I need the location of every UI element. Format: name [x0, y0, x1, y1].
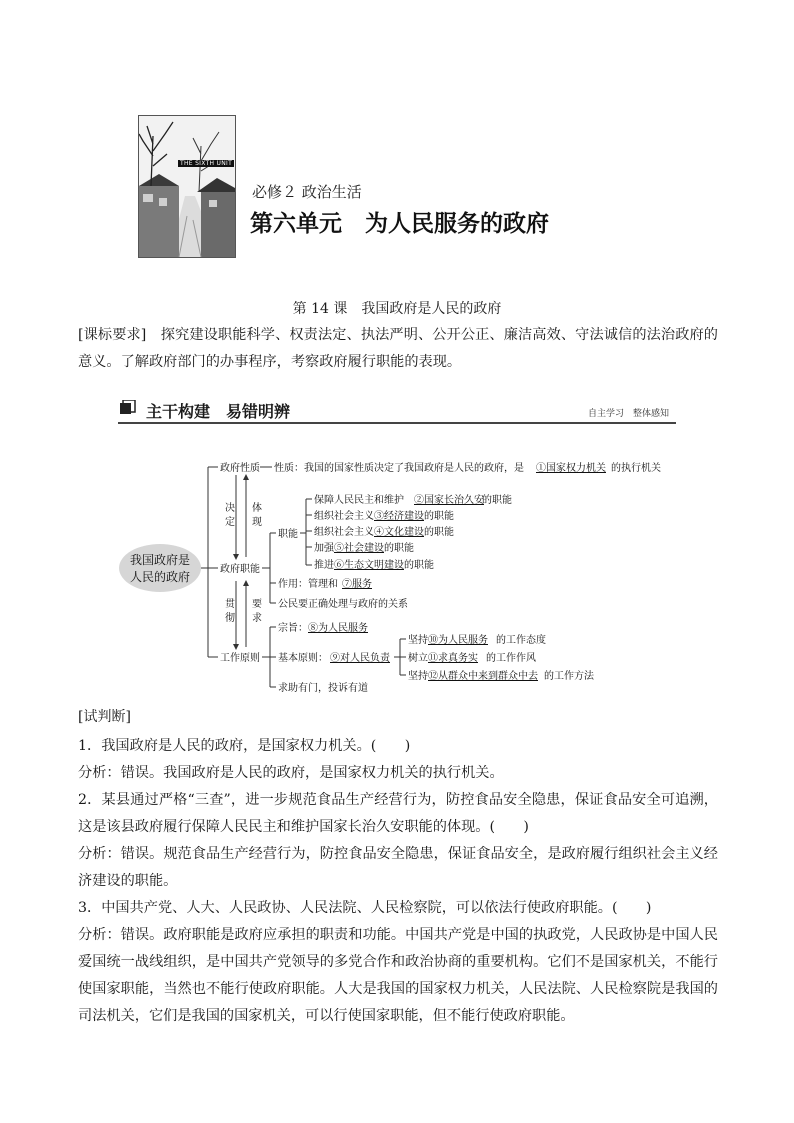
unit-english-label: THE SIXTH UNIT [180, 160, 233, 167]
answer-10: ⑩为人民服务 [428, 635, 488, 646]
answer-1: ①国家权力机关 [536, 463, 606, 474]
quiz-label: [试判断] [78, 709, 131, 725]
purpose-pre: 宗旨： [278, 623, 308, 634]
establish-post: 的工作作风 [486, 653, 536, 664]
duty-3-pre: 组织社会主义 [314, 527, 374, 538]
decide-char-1: 决 [225, 503, 235, 514]
embody-char-2: 现 [252, 517, 262, 528]
answer-11: ⑪求真务实 [428, 653, 478, 664]
nature-desc-post: 的执行机关 [611, 463, 661, 474]
duty-4-post: 的职能 [384, 543, 414, 554]
nature-desc-pre: 性质：我国的国家性质决定了我国政府是人民的政府，是 [274, 463, 524, 474]
establish-pre: 树立 [408, 653, 428, 664]
implement-char-1: 贯 [225, 599, 235, 610]
answer-3: ③经济建设 [374, 511, 424, 522]
require-char-1: 要 [252, 599, 262, 610]
principles-label: 工作原则 [220, 653, 260, 664]
duties-label: 职能 [278, 529, 298, 540]
unit-title: 第六单元 为人民服务的政府 [250, 211, 549, 237]
duty-3-post: 的职能 [424, 527, 454, 538]
answer-12: ⑫从群众中来到群众中去 [428, 671, 538, 682]
duty-4-pre: 加强 [314, 543, 334, 554]
answer-4: ④文化建设 [374, 527, 424, 538]
duty-5-post: 的职能 [404, 560, 434, 571]
answer-2: ②国家长治久安 [414, 495, 484, 506]
decide-char-2: 定 [225, 517, 235, 528]
answer-6: ⑥生态文明建设 [334, 560, 404, 571]
answer-9: ⑨对人民负责 [330, 653, 390, 664]
answer-5: ⑤社会建设 [334, 543, 384, 554]
quiz-answer-3: 分析：错误。政府职能是政府应承担的职责和功能。中国共产党是中国的执政党，人民政协是中国人民爱国统一战线组织，是中国共产党领导的多党合作和政治协商的重要机构。它们不是国家机关，不能行使国家职能，当然也不能行使政府职能。人大是我国的国家权力机关，人民法院、人民检察院是我国的司法机关，它们是我国的国家机关，可以行使国家职能，但不能行使政府职能。 [78, 927, 718, 1024]
root-node [119, 544, 201, 592]
section-tag: 自主学习 整体感知 [588, 409, 670, 419]
stick-3-post: 的工作方法 [544, 671, 594, 682]
answer-8: ⑧为人民服务 [308, 623, 368, 634]
basic-pre: 基本原则： [278, 653, 328, 664]
section-book-icon [120, 400, 136, 416]
answer-7: ⑦服务 [342, 579, 372, 590]
unit-cover-image [138, 115, 236, 258]
subject-subtitle: 必修２ 政治生活 [252, 183, 362, 201]
duty-2-pre: 组织社会主义 [314, 511, 374, 522]
citizen-relation: 公民要正确处理与政府的关系 [278, 599, 408, 610]
concept-mind-map [110, 455, 710, 695]
root-line-1: 我国政府是 [129, 553, 191, 567]
embody-char-1: 体 [252, 503, 262, 514]
functions-label: 政府职能 [220, 564, 260, 575]
stick-3-pre: 坚持 [408, 671, 428, 682]
duty-1-pre: 保障人民民主和维护 [314, 495, 404, 506]
duty-5-pre: 推进 [314, 560, 334, 571]
implement-char-2: 彻 [225, 613, 235, 624]
canal-scene-illustration [139, 116, 235, 257]
quiz-question-2: 2．某县通过严格“三查”，进一步规范食品生产经营行为，防控食品安全隐患，保证食品安全可追溯，这是该县政府履行保障人民民主和维护国家长治久安职能的体现。( ) [78, 792, 718, 835]
quiz-answer-2: 分析：错误。规范食品生产经营行为，防控食品安全隐患，保证食品安全，是政府履行组织社会主义经济建设的职能。 [78, 846, 718, 889]
duty-2-post: 的职能 [424, 511, 454, 522]
section-title: 主干构建 易错明辨 [146, 402, 291, 421]
curriculum-requirement: [课标要求] 探究建设职能科学、权责法定、执法严明、公开公正、廉洁高效、守法诚信的法治政府的意义。了解政府部门的办事程序，考察政府履行职能的表现。 [78, 327, 718, 370]
nature-label: 政府性质 [220, 463, 260, 474]
duty-1-post: 的职能 [482, 495, 512, 506]
require-char-2: 求 [252, 613, 262, 624]
quiz-answer-1: 分析：错误。我国政府是人民的政府，是国家权力机关的执行机关。 [78, 765, 504, 781]
role-pre: 作用：管理和 [278, 579, 338, 590]
quiz-question-1: 1．我国政府是人民的政府，是国家权力机关。( ) [78, 738, 411, 754]
quiz-question-3: 3．中国共产党、人大、人民政协、人民法院、人民检察院，可以依法行使政府职能。( ) [78, 900, 652, 916]
root-line-2: 人民的政府 [129, 570, 191, 584]
lesson-title: 第 14 课 我国政府是人民的政府 [292, 301, 502, 317]
stick-1-post: 的工作态度 [496, 635, 546, 646]
stick-1-pre: 坚持 [408, 635, 428, 646]
petition-text: 求助有门，投诉有道 [278, 683, 368, 694]
